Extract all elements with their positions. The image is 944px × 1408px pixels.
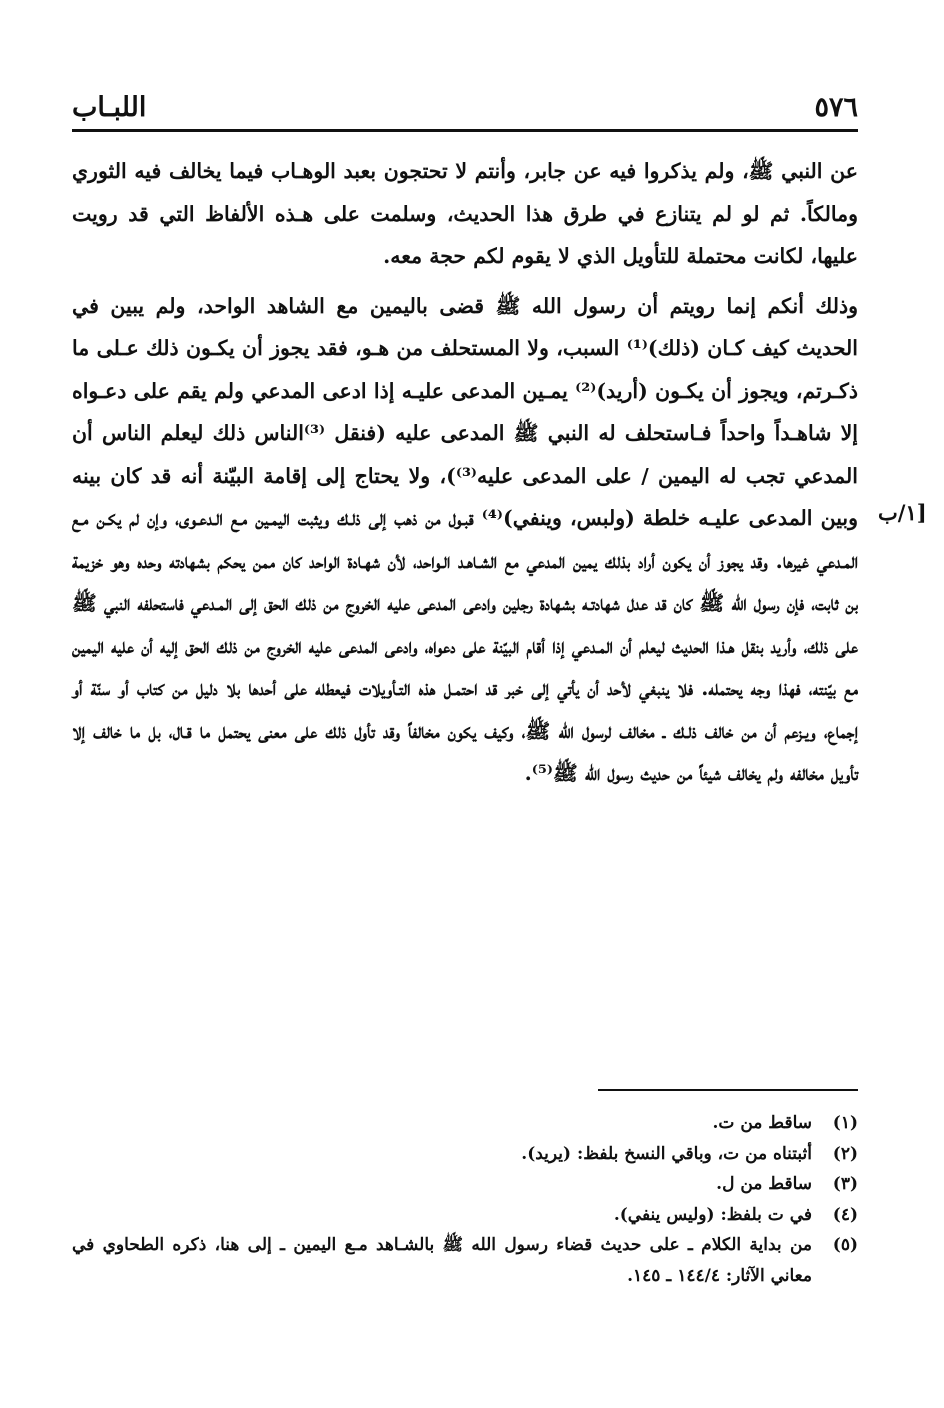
footnote-number: (٤) <box>832 1204 858 1225</box>
running-title: اللبـاب <box>72 92 147 123</box>
footnote <box>72 1108 858 1139</box>
footnote-number: (٣) <box>832 1174 858 1194</box>
footnote-number: (١) <box>832 1113 858 1133</box>
footnote <box>72 1139 858 1170</box>
footnote-rule <box>598 1089 858 1091</box>
paragraph: وذلك أنكم إنما رويتم أن رسول الله ﷺ قضى باليمين مع الشاهد الواحد، ولم يبين في الحديث كيف كـان (ذلك)⁽¹⁾ السبب، ولا المستحلف من هـو، فقد يجوز أن يكـون ذلك عـلى ما ذكـرتم، ويجوز أن يكـون (أريد)⁽²⁾ يمـين المدعى عليـه إذا ادعى المدعي ولم يقم على دعـواه إلا شاهـداً واحداً فـاستحلف له النبي ﷺ المدعى عليه (فنقل ⁽³⁾الناس ذلك ليعلم الناس أن المدعي تجب له اليمين / على المدعى عليه⁽³⁾)، ولا يحتاج إلى إقامة البيّنة أنه قد كان بينه وبين المدعى عليـه خلطة (ولبس، وينفي)⁽⁴⁾ قبـول من ذهب إلى ذلـك ويثبت اليمـين مـع الـدعـوى، وإن لم يكـن مـع المـدعي غيرها. وقد يجوز أن يكون أراد بذلك يمين المدعي مع الشـاهـد الـواحد، لأن شهـادة الواحد كان ممن يحكم بشهادته وحده وهو خزيمة بن ثابت، فإن رسول الله ﷺ كان قد عدل شهادتـه بشهادة رجلين وادعى المدعى عليه الخروج من ذلك الحق إلى المـدعي فاستحلفه النبي ﷺ على ذلك، وأريد بنقل هـذا الحديث ليعلم أن المـدعي إذا أقام البيّنة على دعواه، وادعى المدعى عليه الخروج من ذلك الحق إليه أن عليه اليمين مع بيّنته، فهذا وجه يحتمله. فلا ينبغي لأحد أن يأتي إلى خبر قد احتمـل هذه التـأويلات فيعطله على أحدها بلا دليل من كتاب أو سنّة أو إجماع، ويـزعم أن من خالف ذلـك ـ مخالف لرسول الله ﷺ، وكيف يكون مخالفاً وقد تأول ذلك على معنى يحتمل ما قـال، بل ما خالف إلا تأويل مخالفه ولم يخالف شيئاً من حديث رسول الله ﷺ⁽⁵⁾. <box>72 293 858 785</box>
footnote-text: ساقط من ت. <box>712 1113 812 1133</box>
footnote-text: في ت بلفظ: (وليس ينفي). <box>613 1204 812 1225</box>
page-number: ٥٧٦ <box>814 92 858 123</box>
footnote-text: ساقط من ل. <box>716 1174 812 1194</box>
running-head <box>72 92 858 126</box>
manuscript-folio-marker: ١/ب] <box>878 500 927 525</box>
paragraph: عن النبي ﷺ، ولم يذكروا فيه عن جابر، وأنتم لا تحتجون بعبد الوهـاب فيما يخالف فيه الثوري ومالكاً. ثم لو لم يتنازع في طرق هذا الحديث، وسلمت على هـذه الألفاظ التي قد رويت عليها، لكانت محتملة للتأويل الذي لا يقوم لكم حجة معه. <box>72 159 858 268</box>
footnote <box>72 1230 858 1291</box>
footnote <box>72 1200 858 1231</box>
footnotes <box>72 1108 858 1291</box>
header-rule <box>72 129 858 132</box>
main-text <box>72 150 858 795</box>
footnote-text: من بداية الكلام ـ على حديث قضاء رسول الله ﷺ بالشـاهد مـع اليمين ـ إلى هنا، ذكره الطحاوي في معاني الآثار: ١٤٤/٤ ـ ١٤٥. <box>72 1235 812 1286</box>
footnote-text: أثبتناه من ت، وباقي النسخ بلفظ: (يريد). <box>521 1143 812 1164</box>
footnote-number: (٥) <box>832 1235 858 1255</box>
footnote-number: (٢) <box>832 1143 858 1164</box>
footnote <box>72 1169 858 1200</box>
